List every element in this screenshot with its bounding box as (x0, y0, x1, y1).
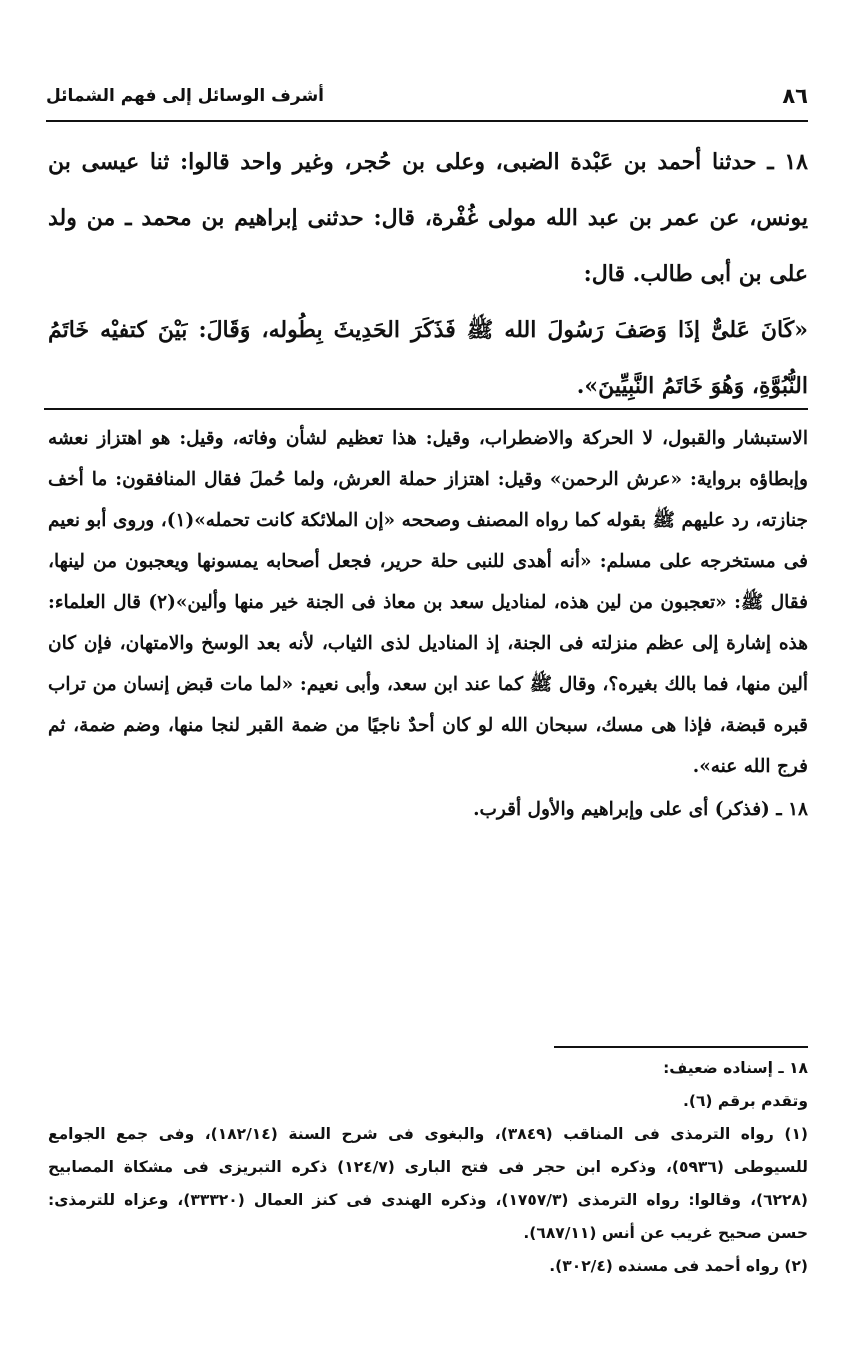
section-divider (44, 408, 808, 410)
page-number: ٨٦ (782, 84, 808, 108)
footnote-grade-ref: وتقدم برقم (٦). (682, 1092, 808, 1110)
hadith-matn: «كَانَ عَلىٌّ إذَا وَصَفَ رَسُولَ الله ﷺ فَذَكَرَ الحَدِيثَ بِطُوله، وَقَالَ: بَيْنَ كتفيْه خَاتَمُ النُّبُوَّةِ، وَهُوَ خَاتَمُ النَّبِيِّينَ». (48, 317, 808, 399)
commentary-note: ١٨ ـ (فذكر) أى على وإبراهيم والأول أقرب. (473, 799, 808, 820)
hadith-text (48, 134, 808, 414)
footnote-2: (٢) رواه أحمد فى مسنده (٣٠٢/٤). (549, 1257, 808, 1275)
commentary-body: الاستبشار والقبول، لا الحركة والاضطراب، وقيل: هذا تعظيم لشأن وفاته، وقيل: هو اهتزاز نعشه وإبطاؤه برواية: «عرش الرحمن» وقيل: اهتزاز حملة العرش، ولما حُملَ فقال المنافقون: ما أخف جنازته، رد عليهم ﷺ بقوله كما رواه المصنف وصححه «إن الملائكة كانت تحمله»(١)، وروى أبو نعيم فى مستخرجه على مسلم: «أنه أهدى للنبى حلة حرير، فجعل أصحابه يمسونها ويعجبون من لينها، فقال ﷺ: «تعجبون من لين هذه، لمناديل سعد بن معاذ فى الجنة خير منها وألين»(٢) قال العلماء: هذه إشارة إلى عظم منزلته فى الجنة، إذ المناديل لذى الثياب، لأنه بعد الوسخ والامتهان، فإن كان ألين منها، فما بالك بغيره؟، وقال ﷺ كما عند ابن سعد، وأبى نعيم: «لما مات قبض إنسان من تراب قبره قبضة، فإذا هى مسك، سبحان الله لو كان أحدٌ ناجيًا من ضمة القبر لنجا منها، وضم ضمة، ثم فرج الله عنه». (48, 428, 808, 777)
footnote-divider (554, 1046, 808, 1048)
running-title: أشرف الوسائل إلى فهم الشمائل (46, 86, 325, 106)
footnote-grade: ١٨ ـ إسناده ضعيف: (663, 1059, 808, 1077)
footnotes (48, 1052, 808, 1283)
footnote-1: (١) رواه الترمذى فى المناقب (٣٨٤٩)، والبغوى فى شرح السنة (١٨٢/١٤)، وفى جمع الجوامع للسيوطى (٥٩٣٦)، وذكره ابن حجر فى فتح البارى (١٢٤/٧) ذكره التبريزى فى مشكاة المصابيح (٦٢٢٨)، وقالوا: رواه الترمذى (١٧٥٧/٣)، وذكره الهندى فى كنز العمال (٣٣٣٢٠)، وعزاه للترمذى: حسن صحيح غريب عن أنس (٦٨٧/١١). (48, 1125, 809, 1242)
page-header (46, 80, 808, 122)
hadith-isnad: ١٨ ـ حدثنا أحمد بن عَبْدة الضبى، وعلى بن حُجر، وغير واحد قالوا: ثنا عيسى بن يونس، عن عمر بن عبد الله مولى غُفْرة، قال: حدثنى إبراهيم بن محمد ـ من ولد على بن أبى طالب. قال: (48, 149, 808, 287)
commentary (48, 418, 808, 830)
